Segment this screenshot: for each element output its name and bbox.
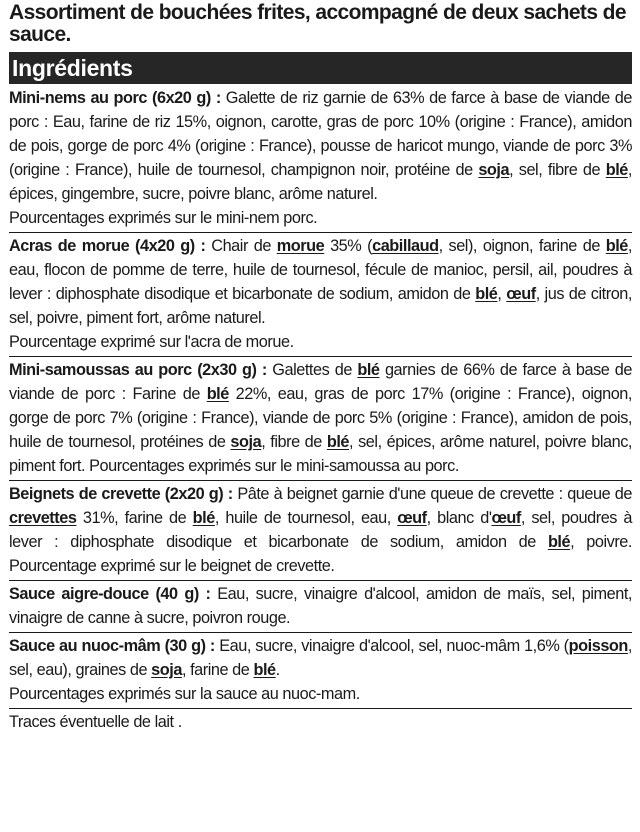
ingredients-list xyxy=(9,86,632,734)
product-separator xyxy=(9,580,632,581)
product-ingredients xyxy=(9,582,632,630)
allergen: soja xyxy=(151,661,182,679)
product-name: Mini-nems au porc (6x20 g) : xyxy=(9,89,221,107)
allergen: crevettes xyxy=(9,509,77,527)
ingredient-text: 31%, farine de xyxy=(76,509,193,527)
ingredient-text: Eau, sucre, vinaigre d'alcool, amidon de maïs, sel, piment, vinaigre de canne à sucre, poivron rouge. xyxy=(9,585,633,627)
ingredient-text: , blanc d' xyxy=(426,509,492,527)
allergen: blé xyxy=(605,237,628,255)
ingredient-text: 35% ( xyxy=(324,237,373,255)
ingredient-text: , farine de xyxy=(181,661,254,679)
product-ingredients xyxy=(9,634,632,682)
ingredient-text: , sel, poudres à lever : diphosphate disodique et bicarbonate de sodium, amidon de xyxy=(9,509,633,551)
ingredient-text: , huile de tournesol, eau, xyxy=(214,509,398,527)
traces-note: Traces éventuelle de lait . xyxy=(9,713,182,731)
allergen: soja xyxy=(230,433,262,451)
allergen: blé xyxy=(547,533,571,551)
allergen: blé xyxy=(605,161,628,179)
section-title: Ingrédients xyxy=(9,52,632,84)
ingredient-text: Galette de riz garnie de 63% de farce à base de viande de porc : Eau, farine de riz 15%, oignon, carotte, gras de porc 10% (origine : France), amidon de pois, gorge de porc 4% (origine : France), pousse de haricot mungo, viande de porc 3% (origine : France), huile de tournesol, champignon noir, protéine de xyxy=(9,89,632,179)
ingredient-text: garnies de 66% de farce à base de viande de porc : Farine de xyxy=(9,361,633,403)
ingredient-text: Eau, sucre, vinaigre d'alcool, sel, nuoc-mâm 1,6% ( xyxy=(214,637,569,655)
product-separator xyxy=(9,480,632,481)
allergen: œuf xyxy=(397,509,427,527)
allergen: blé xyxy=(475,285,498,303)
product-ingredients xyxy=(9,482,632,578)
product-separator xyxy=(9,708,632,709)
product-ingredients xyxy=(9,86,632,206)
ingredient-text: Galettes de xyxy=(266,361,358,379)
ingredient-text: , sel, épices, arôme naturel, poivre blanc, piment fort. Pourcentages exprimés sur le mini-samoussa au porc. xyxy=(9,433,632,475)
allergen: œuf xyxy=(491,509,521,527)
percentage-note: Pourcentage exprimé sur l'acra de morue. xyxy=(9,333,294,351)
allergen: blé xyxy=(253,661,276,679)
product-name: Beignets de crevette (2x20 g) : xyxy=(9,485,233,503)
allergen: blé xyxy=(326,433,350,451)
product-name: Acras de morue (4x20 g) : xyxy=(9,237,206,255)
allergen: morue xyxy=(276,237,325,255)
ingredient-text: 22%, eau, gras de porc 17% (origine : France), oignon, gorge de porc 7% (origine : France), viande de porc 5% (origine : France), amidon de pois, huile de tournesol, protéines de xyxy=(9,385,632,451)
percentage-note: Pourcentages exprimés sur le mini-nem porc. xyxy=(9,209,318,227)
ingredient-text: , sel), oignon, farine de xyxy=(438,237,606,255)
ingredient-text: , sel, eau), graines de xyxy=(9,637,632,679)
product-name: Sauce au nuoc-mâm (30 g) : xyxy=(9,637,215,655)
product-separator xyxy=(9,356,632,357)
product-description: Assortiment de bouchées frites, accompagné de deux sachets de sauce. xyxy=(9,1,626,46)
percentage-note: Pourcentages exprimés sur la sauce au nuoc-mam. xyxy=(9,685,360,703)
allergen: soja xyxy=(478,161,510,179)
ingredient-text: , eau, flocon de pomme de terre, huile de tournesol, fécule de manioc, persil, ail, poudres à lever : diphosphate disodique et bicarbonate de sodium, amidon de xyxy=(9,237,632,303)
allergen: cabillaud xyxy=(372,237,439,255)
allergen: œuf xyxy=(506,285,536,303)
ingredient-text: , xyxy=(497,285,507,303)
product-separator xyxy=(9,232,632,233)
ingredient-text: Pâte à beignet garnie d'une queue de crevette : queue de xyxy=(232,485,632,503)
ingredient-text: Chair de xyxy=(205,237,277,255)
product-ingredients xyxy=(9,358,632,478)
product-separator xyxy=(9,632,632,633)
allergen: poisson xyxy=(568,637,628,655)
ingredient-text: , épices, gingembre, sucre, poivre blanc, arôme naturel. xyxy=(9,161,632,203)
allergen: blé xyxy=(192,509,215,527)
product-name: Mini-samoussas au porc (2x30 g) : xyxy=(9,361,267,379)
allergen: blé xyxy=(357,361,380,379)
ingredient-text: , fibre de xyxy=(261,433,327,451)
product-name: Sauce aigre-douce (40 g) : xyxy=(9,585,211,603)
ingredient-text: , sel, fibre de xyxy=(509,161,606,179)
ingredient-text: , jus de citron, sel, poivre, piment fort, arôme naturel. xyxy=(9,285,632,327)
ingredient-text: . xyxy=(275,661,280,679)
product-ingredients xyxy=(9,234,632,330)
allergen: blé xyxy=(206,385,229,403)
ingredient-text: , poivre. Pourcentage exprimé sur le beignet de crevette. xyxy=(9,533,632,575)
